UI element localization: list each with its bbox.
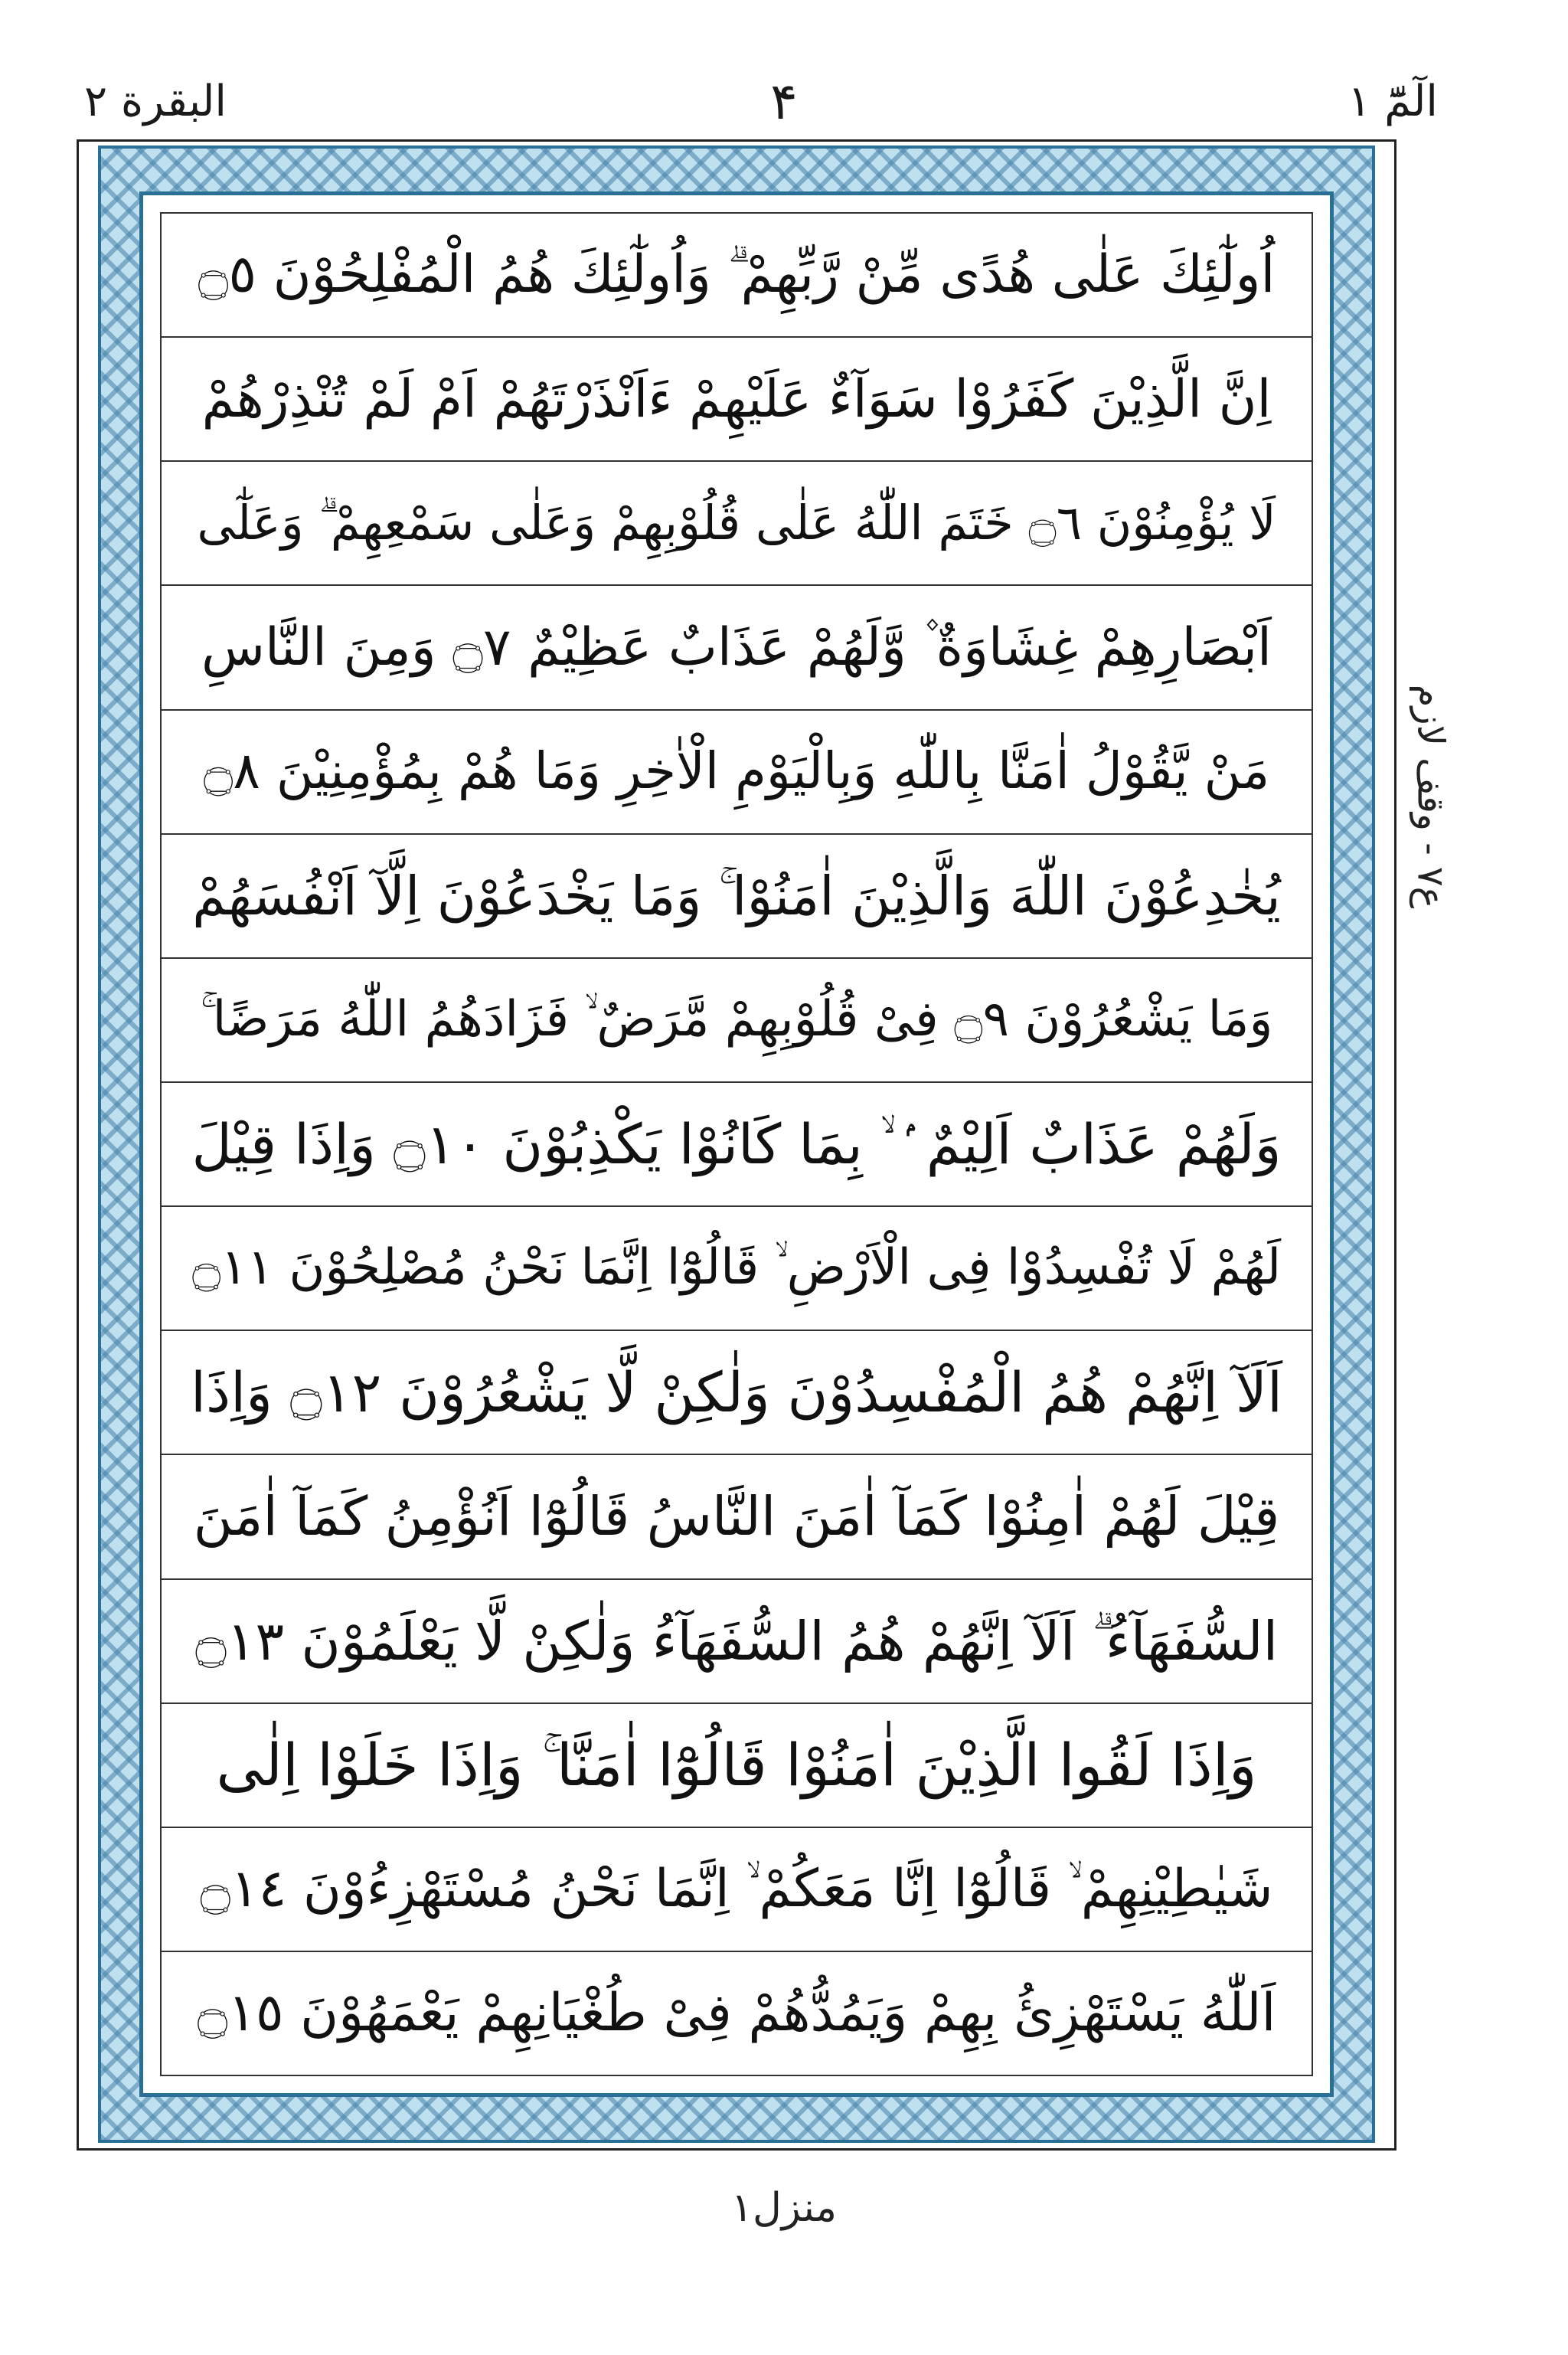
verse-line-text: شَيٰطِيْنِهِمْ ۙ قَالُوْٓا اِنَّا مَعَكُمْ ۙ اِنَّمَا نَحْنُ مُسْتَهْزِءُوْنَ ۝١٤ [200,1859,1273,1920]
juz-name-header: الٓمّٓ ١ [1348,77,1438,126]
verse-line [162,711,1312,835]
verse-line-text: لَهُمْ لَا تُفْسِدُوْا فِى الْاَرْضِ ۙ قَالُوْٓا اِنَّمَا نَحْنُ مُصْلِحُوْنَ ۝١١ [191,1239,1282,1297]
verse-line [162,1207,1312,1331]
verse-line [162,1455,1312,1579]
verse-line-text: وَمَا يَشْعُرُوْنَ ۝٩ فِىْ قُلُوْبِهِمْ مَّرَضٌ ۙ فَزَادَهُمُ اللّٰهُ مَرَضًا ۚ [200,991,1273,1048]
verse-line-text: يُخٰدِعُوْنَ اللّٰهَ وَالَّذِيْنَ اٰمَنُوْا ۚ وَمَا يَخْدَعُوْنَ اِلَّآ اَنْفُسَهُمْ [192,864,1281,927]
verse-line-text: اَللّٰهُ يَسْتَهْزِئُ بِهِمْ وَيَمُدُّهُمْ فِىْ طُغْيَانِهِمْ يَعْمَهُوْنَ ۝١٥ [197,1983,1276,2044]
verse-line [162,338,1312,462]
verse-line-text: اَبْصَارِهِمْ غِشَاوَةٌ ۫ وَّلَهُمْ عَذَابٌ عَظِيْمٌ ۝٧ وَمِنَ النَّاسِ [201,617,1272,678]
verse-line [162,586,1312,710]
surah-name-header: البقرة ٢ [84,77,227,126]
margin-note-text: ع٧ - وقف لازم [1409,684,1452,909]
verse-line [162,462,1312,586]
verse-line [162,959,1312,1083]
manzil-footer: منزل١ [731,2185,837,2231]
margin-note [1400,636,1461,957]
page-number: ۴ [770,72,798,131]
verse-line [162,214,1312,338]
verse-line-text: لَا يُؤْمِنُوْنَ ۝٦ خَتَمَ اللّٰهُ عَلٰى قُلُوْبِهِمْ وَعَلٰى سَمْعِهِمْ ۗ وَعَلٰٓى [197,494,1276,551]
verse-line-text: اُولٰٓئِكَ عَلٰى هُدًى مِّنْ رَّبِّهِمْ ۗ وَاُولٰٓئِكَ هُمُ الْمُفْلِحُوْنَ ۝٥ [198,244,1276,306]
verse-line [162,835,1312,959]
verse-line-text: وَلَهُمْ عَذَابٌ اَلِيْمٌ ۢ ۙ بِمَا كَانُوْا يَكْذِبُوْنَ ۝١٠ وَاِذَا قِيْلَ [191,1111,1282,1176]
verse-line [162,1580,1312,1704]
verse-line-text: اِنَّ الَّذِيْنَ كَفَرُوْا سَوَآءٌ عَلَيْهِمْ ءَاَنْذَرْتَهُمْ اَمْ لَمْ تُنْذِرْهُمْ [201,368,1272,430]
verse-line [162,1083,1312,1207]
verse-line-text: السُّفَهَآءُ ۗ اَلَآ اِنَّهُمْ هُمُ السُّفَهَآءُ وَلٰكِنْ لَّا يَعْلَمُوْنَ ۝١٣ [194,1609,1279,1673]
verse-line-text: مَنْ يَّقُوْلُ اٰمَنَّا بِاللّٰهِ وَبِالْيَوْمِ الْاٰخِرِ وَمَا هُمْ بِمُؤْمِنِيْنَ ۝٨ [203,741,1270,801]
verse-lines [162,214,1312,2075]
verse-line-text: وَاِذَا لَقُوا الَّذِيْنَ اٰمَنُوْا قَالُوْٓا اٰمَنَّا ۚ وَاِذَا خَلَوْا اِلٰى [216,1730,1257,1799]
verse-line [162,1331,1312,1455]
verse-line [162,1704,1312,1828]
verse-line-text: قِيْلَ لَهُمْ اٰمِنُوْا كَمَآ اٰمَنَ النَّاسُ قَالُوْٓا اَنُؤْمِنُ كَمَآ اٰمَنَ [193,1485,1280,1549]
text-panel [139,191,1334,2097]
verse-line [162,1952,1312,2075]
verse-line [162,1828,1312,1952]
verse-line-text: اَلَآ اِنَّهُمْ هُمُ الْمُفْسِدُوْنَ وَلٰكِنْ لَّا يَشْعُرُوْنَ ۝١٢ وَاِذَا [191,1359,1282,1424]
